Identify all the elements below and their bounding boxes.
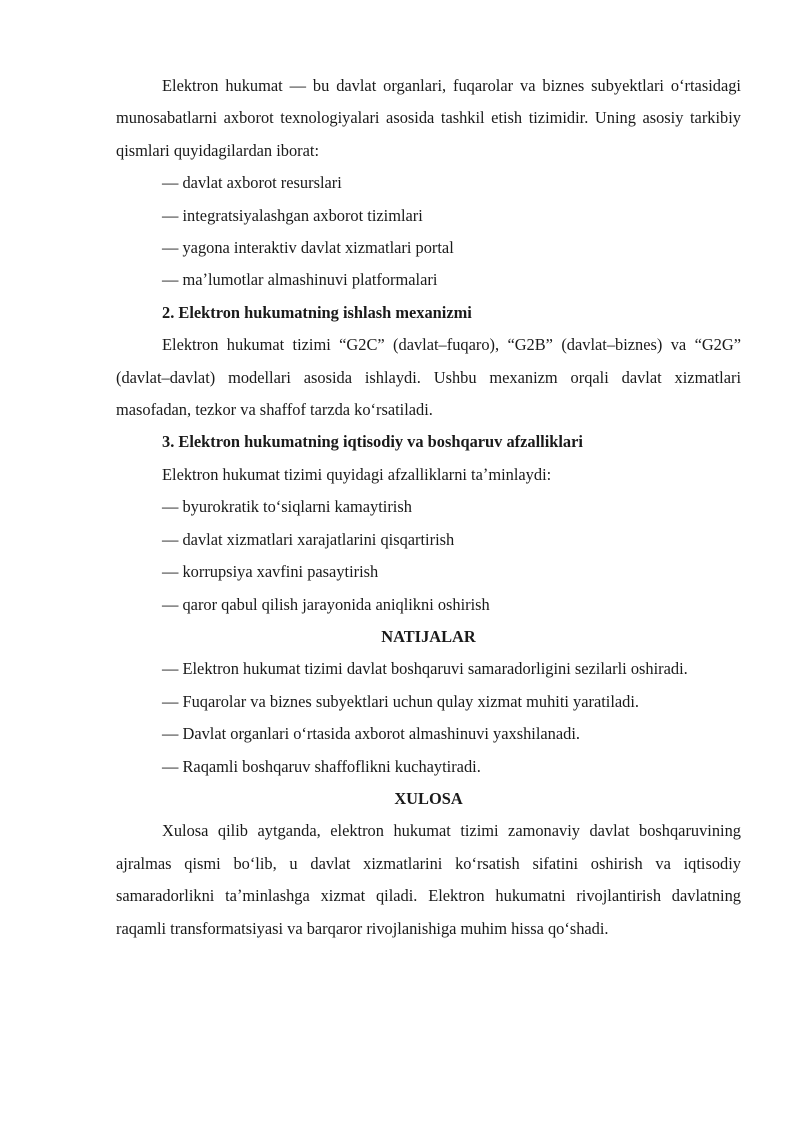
section-paragraph: Elektron hukumat tizimi “G2C” (davlat–fuqaro), “G2B” (davlat–biznes) va “G2G” (davlat–davlat) modellari asosida ishlaydi. Ushbu mexanizm orqali davlat xizmatlari masofadan, tezkor va shaffof tarzda koʻrsatiladi. <box>116 335 741 420</box>
list-item: — Fuqarolar va biznes subyektlari uchun qulay xizmat muhiti yaratiladi. <box>162 691 640 711</box>
intro-paragraph: Elektron hukumat — bu davlat organlari, fuqarolar va biznes subyektlari oʻrtasidagi munosabatlarni axborot texnologiyalari asosida tashkil etish tizimidir. Uning asosiy tarkibiy qismlari quyidagilardan iborat: <box>116 76 741 160</box>
section-paragraph: Elektron hukumat tizimi quyidagi afzalliklarni taʼminlaydi: <box>162 464 552 484</box>
list-item: — integratsiyalashgan axborot tizimlari <box>162 205 423 225</box>
list-item: — qaror qabul qilish jarayonida aniqlikni oshirish <box>162 594 490 614</box>
results-heading: NATIJALAR <box>381 626 476 646</box>
document-page <box>116 70 741 945</box>
list-item: — davlat xizmatlari xarajatlarini qisqartirish <box>162 529 455 549</box>
list-item: — korrupsiya xavfini pasaytirish <box>162 562 379 582</box>
list-item: — Raqamli boshqaruv shaffoflikni kuchaytiradi. <box>162 756 481 776</box>
list-item: — byurokratik toʻsiqlarni kamaytirish <box>162 497 412 517</box>
list-item: — Davlat organlari oʻrtasida axborot almashinuvi yaxshilanadi. <box>162 724 581 744</box>
conclusion-heading: XULOSA <box>394 788 463 808</box>
section-heading: 3. Elektron hukumatning iqtisodiy va boshqaruv afzalliklari <box>162 432 583 452</box>
list-item: — Elektron hukumat tizimi davlat boshqaruvi samaradorligini sezilarli oshiradi. <box>162 659 688 679</box>
conclusion-paragraph: Xulosa qilib aytganda, elektron hukumat tizimi zamonaviy davlat boshqaruvining ajralmas qismi boʻlib, u davlat xizmatlarini koʻrsatish sifatini oshirish va iqtisodiy samaradorlikni taʼminlashga xizmat qiladi. Elektron hukumatni rivojlantirish davlatning raqamli transformatsiyasi va barqaror rivojlanishiga muhim hissa qoʻshadi. <box>116 821 741 938</box>
list-item: — davlat axborot resurslari <box>162 173 342 193</box>
list-item: — yagona interaktiv davlat xizmatlari portal <box>162 238 454 258</box>
section-heading: 2. Elektron hukumatning ishlash mexanizmi <box>162 302 472 322</box>
list-item: — maʼlumotlar almashinuvi platformalari <box>162 270 438 290</box>
